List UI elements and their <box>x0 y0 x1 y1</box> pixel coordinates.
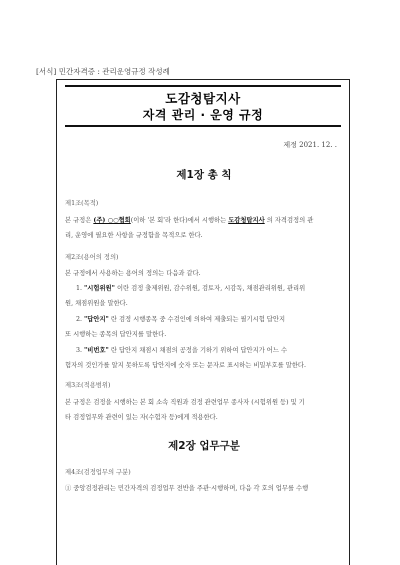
enactment-date: 제정 2021. 12. . <box>283 141 337 149</box>
article-2-item-3-line-2: 험자의 것인가를 알지 못하도록 답안지에 숫자 또는 문자로 표시하는 비밀부호를 말한다. <box>65 362 306 369</box>
title-box <box>65 85 341 127</box>
document-frame <box>56 79 350 565</box>
article-1-line-1: 본 규정은 (주) ○○협회(이하 '본 회'라 한다)에서 시행하는 도감청탐지사 의 자격검정의 관 <box>65 217 314 224</box>
article-3-line-1: 본 규정은 검정을 시행하는 본 회 소속 직원과 검정 관련업무 종사자 (시험위원 등) 및 기 <box>65 399 305 406</box>
article-1-heading: 제1조(목적) <box>65 200 99 207</box>
article-2-intro: 본 규정에서 사용하는 용어의 정의는 다음과 같다. <box>65 270 201 277</box>
article-2-item-2-line-2: 또 시행하는 종목의 답안지를 말한다. <box>65 331 167 338</box>
chapter-2-title: 제2장 업무구분 <box>168 440 240 452</box>
doc-title: 도감청탐지사 <box>165 91 241 106</box>
org-name: (주) ○○협회 <box>93 217 131 224</box>
article-2-item-1-line-2: 원, 채점위원을 말한다. <box>65 300 128 307</box>
article-2-heading: 제2조(용어의 정의) <box>65 254 119 261</box>
article-4-line-1: ① 중앙검정관리는 민간자격의 검정업무 전반을 주관·시행하며, 다음 각 호의 업무를 수행 <box>65 485 309 492</box>
article-4-heading: 제4조(검정업무의 구분) <box>65 469 131 476</box>
article-3-line-2: 타 검정업무와 관련이 있는 자(수험자 등)에게 적용한다. <box>65 414 218 421</box>
article-2-item-1-line-1: 1. "시험위원" 이란 검정 출제위원, 감수위원, 검토자, 시감독, 채점관리위원, 관리위 <box>76 285 306 292</box>
article-2-item-3-line-1: 3. "비번호" 란 답안지 채점시 채점의 공정을 기하기 위하여 답안지가 어느 수 <box>76 347 288 354</box>
article-2-item-2-line-1: 2. "답안지" 란 검정 시행종목 중 수검인에 의하여 제출되는 필기시험 답안지 <box>76 316 286 323</box>
form-label: [서식] 민간자격증 : 관리운영규정 작성례 <box>36 67 170 76</box>
doc-subtitle: 자격 관리 · 운영 규정 <box>142 108 264 122</box>
cert-name: 도감청탐지사 <box>228 217 265 224</box>
article-1-line-2: 리, 운영에 필요한 사항을 규정함을 목적으로 한다. <box>65 232 203 239</box>
article-3-heading: 제3조(적용범위) <box>65 382 111 389</box>
chapter-1-title: 제1장 총 칙 <box>176 169 232 181</box>
